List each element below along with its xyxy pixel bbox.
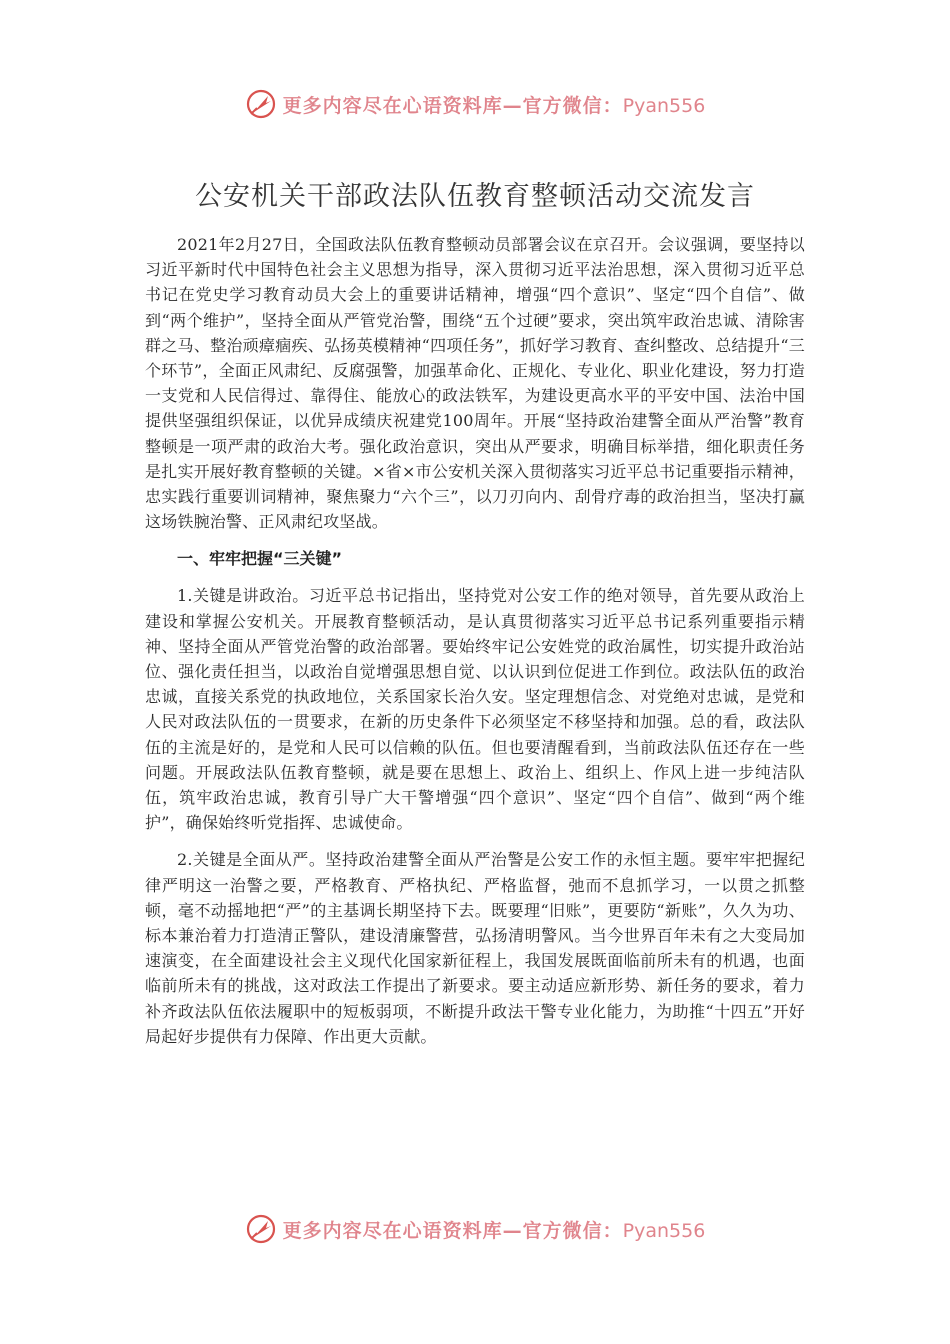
quill-logo-icon [245, 1213, 277, 1245]
paragraph-1: 1.关键是讲政治。习近平总书记指出，坚持党对公安工作的绝对领导，首先要从政治上建设和掌握公安机关。开展教育整顿活动，是认真贯彻落实习近平总书记系列重要指示精神、坚持全面从严管党治警的政治部署。要始终牢记公安姓党的政治属性，切实提升政治站位、强化责任担当，以政治自觉增强思想自觉、以认识到位促进工作到位。政法队伍的政治忠诚，直接关系党的执政地位，关系国家长治久安。坚定理想信念、对党绝对忠诚，是党和人民对政法队伍的一贯要求，在新的历史条件下必须坚定不移坚持和加强。总的看，政法队伍的主流是好的，是党和人民可以信赖的队伍。但也要清醒看到，当前政法队伍还存在一些问题。开展政法队伍教育整顿，就是要在思想上、政治上、组织上、作风上进一步纯洁队伍，筑牢政治忠诚，教育引导广大干警增强“四个意识”、坚定“四个自信”、做到“两个维护”，确保始终听党指挥、忠诚使命。 [145, 586, 805, 833]
paragraph-2: 2.关键是全面从严。坚持政治建警全面从严治警是公安工作的永恒主题。要牢牢把握纪律严明这一治警之要，严格教育、严格执纪、严格监督，弛而不息抓学习，一以贯之抓整顿，毫不动摇地把“严”的主基调长期坚持下去。既要理“旧账”，更要防“新账”，久久为功、标本兼治着力打造清正警队，建设清廉警营，弘扬清明警风。当今世界百年未有之大变局加速演变，在全面建设社会主义现代化国家新征程上，我国发展既面临前所未有的机遇，也面临前所未有的挑战，这对政法工作提出了新要求。要主动适应新形势、新任务的要求，着力补齐政法队伍依法履职中的短板弱项，不断提升政法干警专业化能力，为助推“十四五”开好局起好步提供有力保障、作出更大贡献。 [145, 850, 805, 1046]
banner-text: 更多内容尽在心语资料库—官方微信：Pyan556 [282, 1219, 706, 1242]
document-body [145, 232, 805, 1061]
header-banner [0, 86, 950, 122]
banner-text: 更多内容尽在心语资料库—官方微信：Pyan556 [282, 94, 706, 117]
quill-logo-icon [245, 88, 277, 120]
document-title: 公安机关干部政法队伍教育整顿活动交流发言 [195, 181, 755, 212]
footer-banner [0, 1211, 950, 1247]
wechat-id: Pyan556 [622, 1219, 706, 1242]
section-heading: 一、牢牢把握“三关键” [177, 549, 343, 569]
intro-paragraph: 2021年2月27日，全国政法队伍教育整顿动员部署会议在京召开。会议强调，要坚持以习近平新时代中国特色社会主义思想为指导，深入贯彻习近平法治思想，深入贯彻习近平总书记在党史学习教育动员大会上的重要讲话精神，增强“四个意识”、坚定“四个自信”、做到“两个维护”，坚持全面从严管党治警，围绕“五个过硬”要求，突出筑牢政治忠诚、清除害群之马、整治顽瘴痼疾、弘扬英模精神“四项任务”，抓好学习教育、查纠整改、总结提升“三个环节”，全面正风肃纪、反腐强警，加强革命化、正规化、专业化、职业化建设，努力打造一支党和人民信得过、靠得住、能放心的政法铁军，为建设更高水平的平安中国、法治中国提供坚强组织保证，以优异成绩庆祝建党100周年。开展“坚持政治建警全面从严治警”教育整顿是一项严肃的政治大考。强化政治意识，突出从严要求，明确目标举措，细化职责任务是扎实开展好教育整顿的关键。×省×市公安机关深入贯彻落实习近平总书记重要指示精神，忠实践行重要训词精神，聚焦聚力“六个三”，以刀刃向内、刮骨疗毒的政治担当，坚决打赢这场铁腕治警、正风肃纪攻坚战。 [145, 235, 805, 532]
wechat-id: Pyan556 [622, 94, 706, 117]
